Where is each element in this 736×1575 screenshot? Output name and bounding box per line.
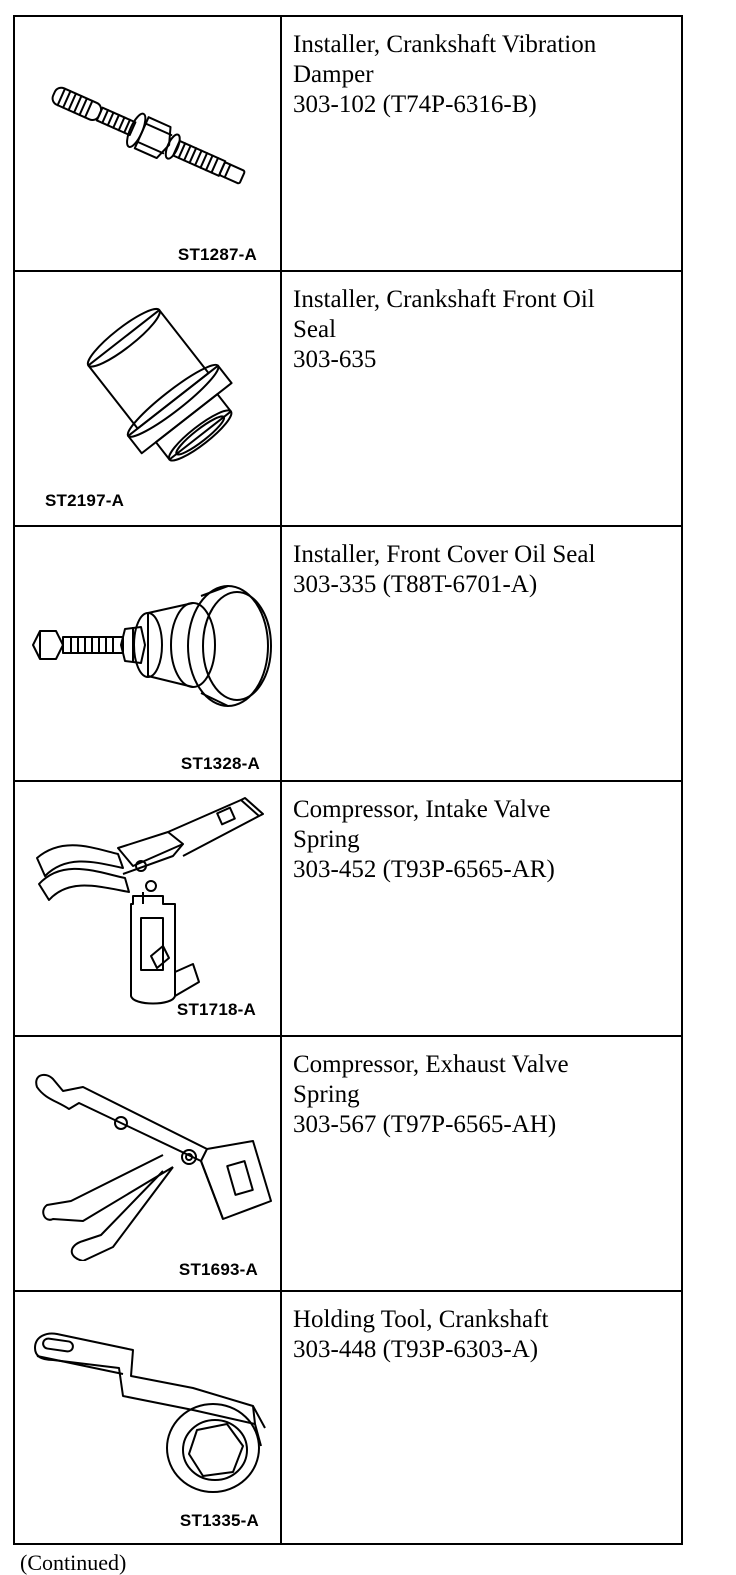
tool-name-line: Spring [293,826,360,853]
figure-code: ST1328-A [180,754,260,773]
tool-row [14,1291,682,1544]
tool-illustration-cell [14,781,281,1036]
tool-number: 303-452 (T93P-6565-AR) [293,856,555,883]
tool-row [14,526,682,781]
tool-row [14,271,682,526]
tool-row [14,1036,682,1291]
vibration-damper-installer-icon [23,31,275,241]
tool-illustration-cell [14,16,281,271]
exhaust-valve-spring-compressor-icon [23,1051,275,1261]
figure-code: ST1718-A [176,1000,256,1019]
tool-name-line: Installer, Crankshaft Vibration [293,31,597,58]
tool-number: 303-635 [293,346,377,373]
tool-illustration-cell [14,1036,281,1291]
figure-code: ST1693-A [178,1260,258,1279]
tool-description-cell [281,1291,682,1544]
special-tools-table [13,15,683,1545]
tool-description-cell [281,781,682,1036]
tool-description-cell [281,1036,682,1291]
tool-row [14,781,682,1036]
tool-name-line: Installer, Front Cover Oil Seal [293,541,596,568]
tool-name-line: Installer, Crankshaft Front Oil [293,286,595,313]
tool-illustration-cell [14,1291,281,1544]
front-cover-seal-installer-icon [23,541,275,751]
tool-number: 303-448 (T93P-6303-A) [293,1336,539,1363]
crankshaft-holding-tool-icon [23,1306,275,1516]
figure-code: ST1287-A [177,245,257,264]
tool-illustration-cell [14,526,281,781]
tool-number: 303-102 (T74P-6316-B) [293,91,537,118]
tool-illustration-cell [14,271,281,526]
tool-number: 303-567 (T97P-6565-AH) [293,1111,557,1138]
tool-row [14,16,682,271]
tool-name-line: Seal [293,316,337,343]
tool-number: 303-335 (T88T-6701-A) [293,571,538,598]
tool-name-line: Spring [293,1081,360,1108]
front-oil-seal-installer-icon [23,286,275,496]
intake-valve-spring-compressor-icon [23,796,275,1006]
tool-name-line: Holding Tool, Crankshaft [293,1306,549,1333]
tool-name-line: Damper [293,61,374,88]
tool-description-cell [281,526,682,781]
tool-description-cell [281,271,682,526]
figure-code: ST1335-A [179,1511,259,1530]
figure-code: ST2197-A [45,491,125,510]
continued-note: (Continued) [20,1550,127,1575]
tool-name-line: Compressor, Exhaust Valve [293,1051,569,1078]
tool-name-line: Compressor, Intake Valve [293,796,551,823]
tool-description-cell [281,16,682,271]
